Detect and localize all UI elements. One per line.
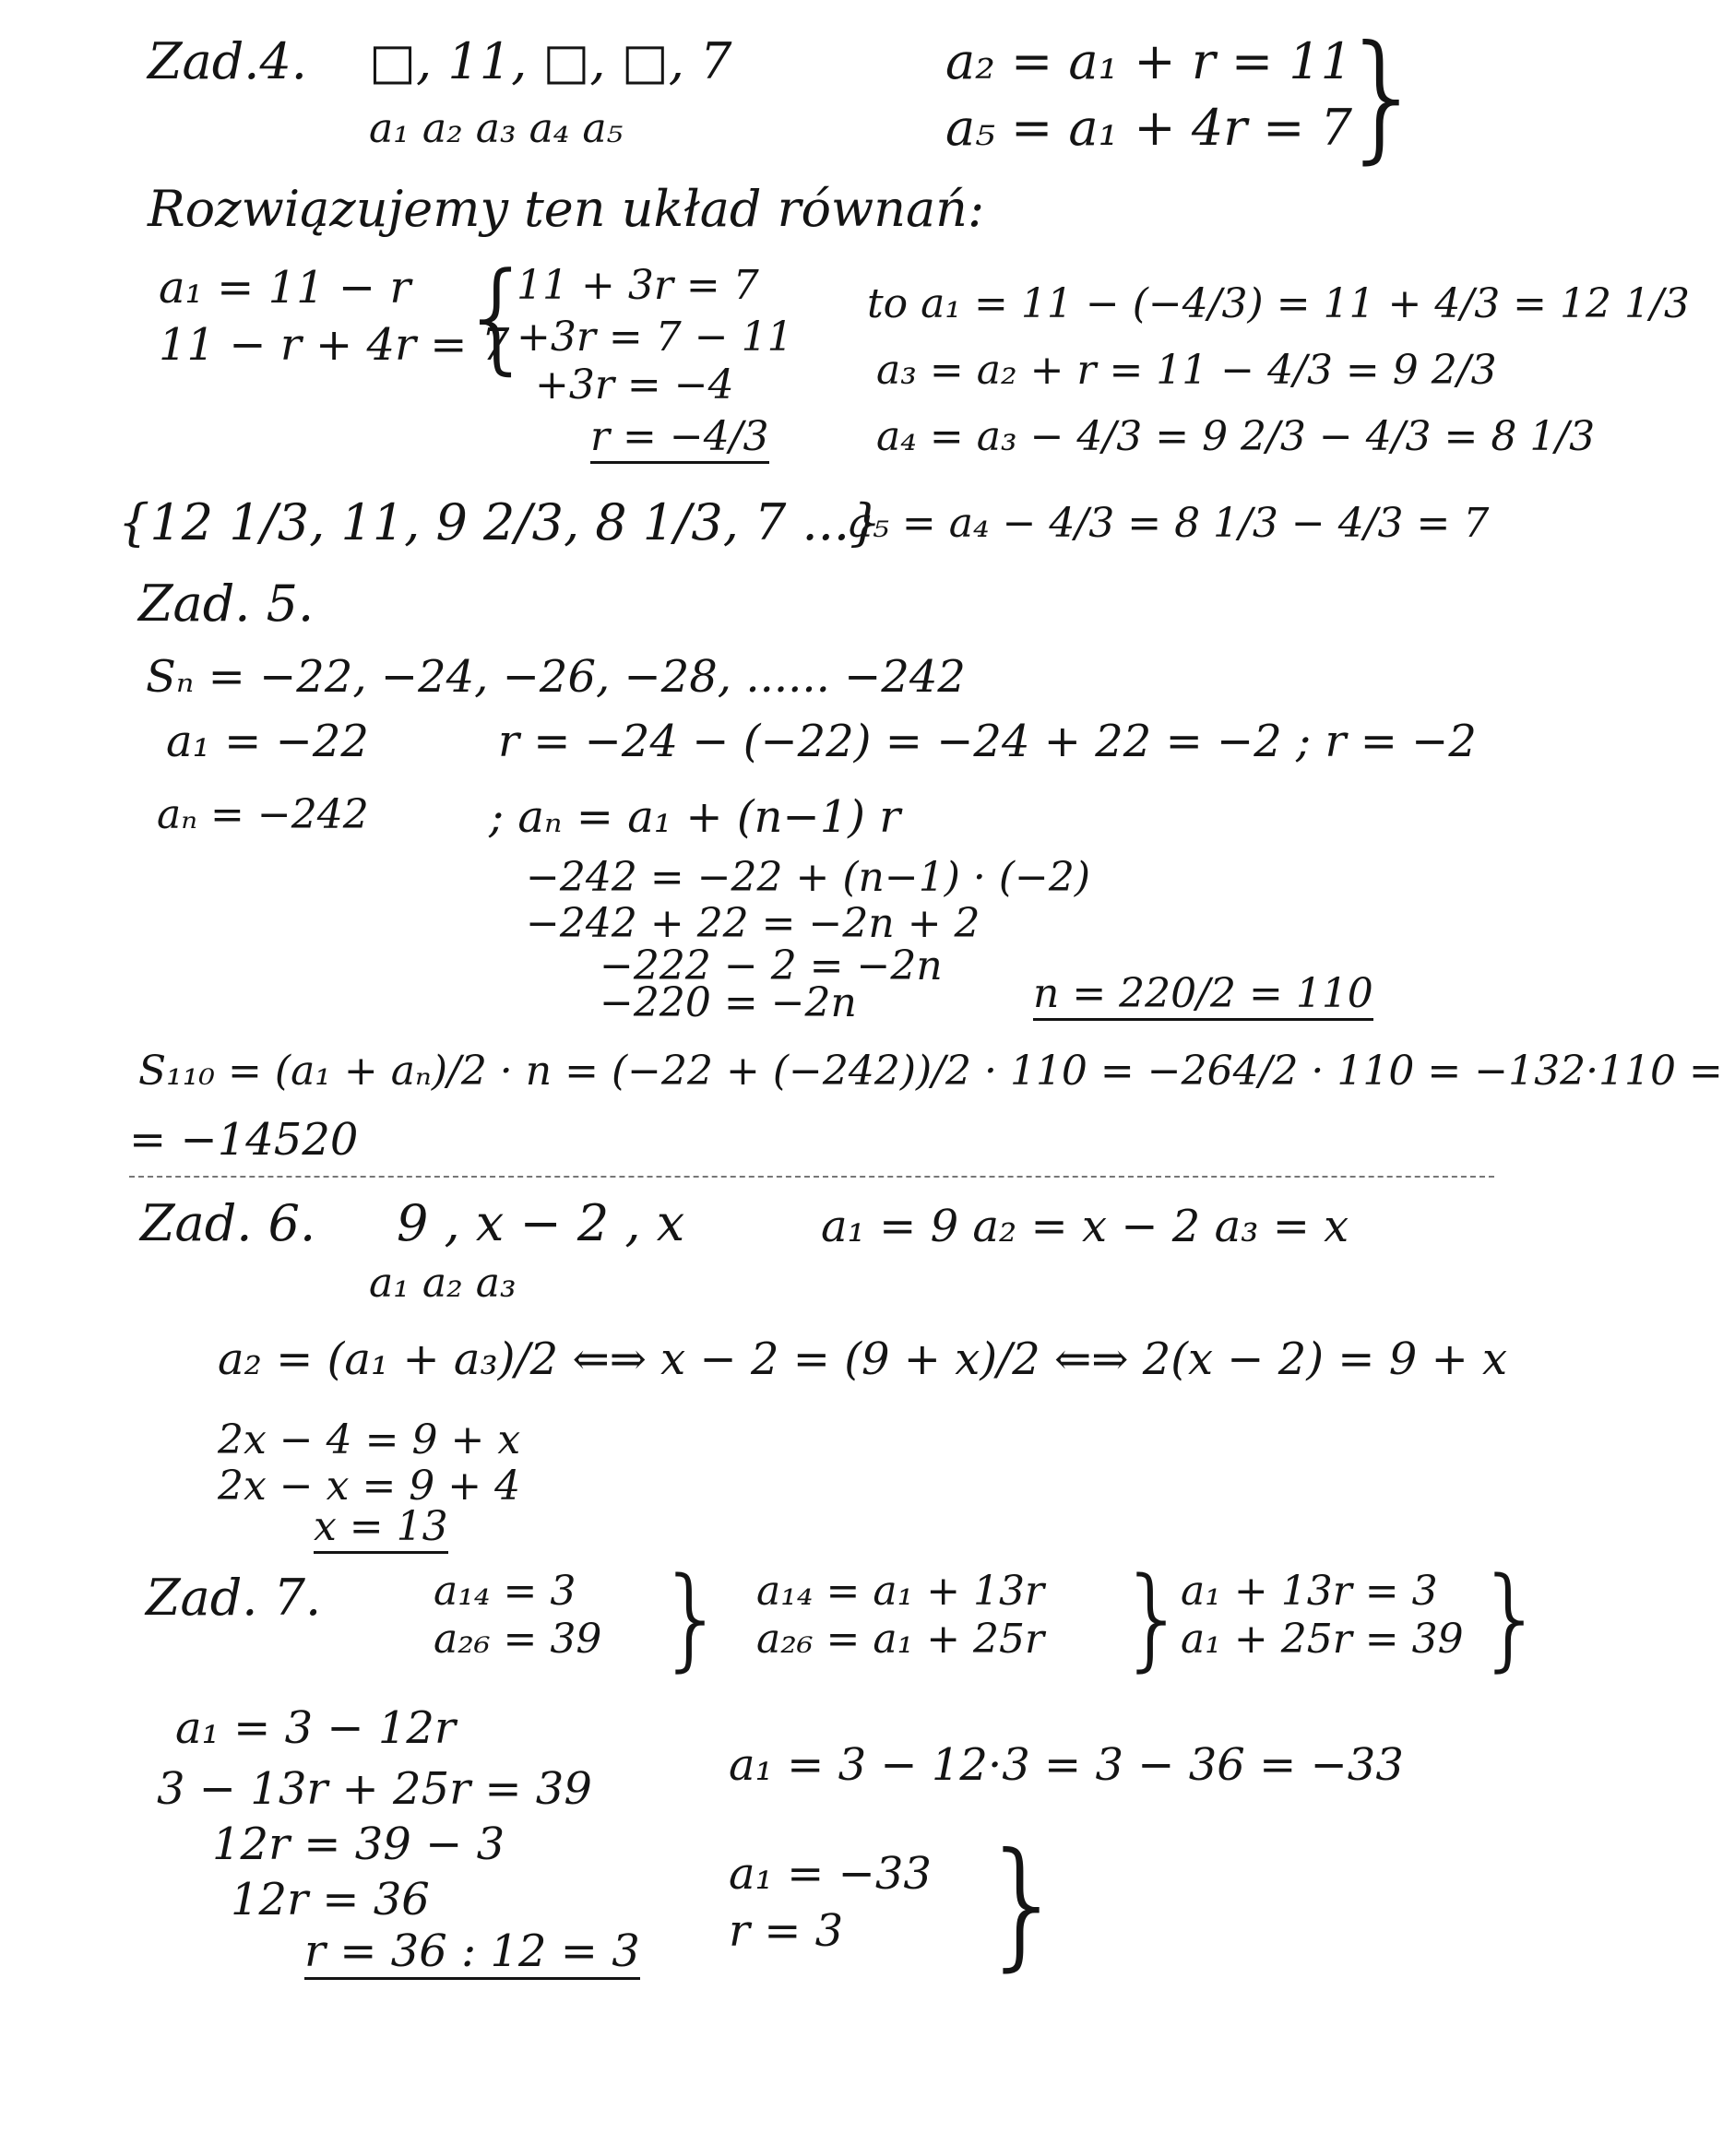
zad6-line2: 2x − x = 9 + 4 [218,1463,521,1510]
zad7-line3: 12r = 39 − 3 [212,1818,505,1870]
zad5-line4: −242 = −22 + (n−1) · (−2) [526,854,1091,901]
zad5-an: aₙ = −242 [157,791,369,838]
zad7-final-r: r = 3 [729,1905,844,1957]
zad7-system1: a₁ + 13r = 3 [1181,1568,1438,1615]
zad6-assignments: a₁ = 9 a₂ = x − 2 a₃ = x [821,1201,1349,1252]
zad4-right-line4: a₅ = a₄ − 4/3 = 8 1/3 − 4/3 = 7 [849,500,1490,547]
zad7-final-brace: } [980,1824,1068,1984]
zad4-term-labels: a₁ a₂ a₃ a₄ a₅ [369,105,624,152]
zad4-solve-text: Rozwiązujemy ten układ równań: [148,180,985,238]
zad4-mid-line2: +3r = 7 − 11 [517,314,793,361]
zad5-a1: a₁ = −22 [166,716,369,767]
zad7-line5: r = 36 : 12 = 3 [304,1929,640,1980]
zad6-title: Zad. 6. [140,1194,316,1252]
zad7-formula-brace: } [1118,1555,1189,1683]
zad5-sum-line: S₁₁₀ = (a₁ + aₙ)/2 · n = (−22 + (−242))/2 · 110 = −264/2 · 110 = −132·110 = [138,1048,1723,1095]
zad7-line1: a₁ = 3 − 12r [175,1702,456,1754]
zad4-system-brace: } [1339,17,1428,177]
zad4-mid-line3: +3r = −4 [535,361,734,409]
zad6-result: x = 13 [314,1507,448,1554]
zad5-title: Zad. 5. [138,575,315,633]
zad5-line5: −242 + 22 = −2n + 2 [526,900,980,947]
zad4-left-brace: { [459,246,536,386]
zad4-sequence: □, 11, □, □, 7 [369,32,732,90]
zad6-mean-equation: a₂ = (a₁ + a₃)/2 ⇐⇒ x − 2 = (9 + x)/2 ⇐⇒ 2(x − 2) = 9 + x [218,1333,1508,1385]
zad7-title: Zad. 7. [146,1569,322,1627]
zad7-system-brace: } [1476,1555,1547,1683]
zad4-title: Zad.4. [148,32,307,90]
zad5-r-calc: r = −24 − (−22) = −24 + 22 = −2 ; r = −2 [498,716,1477,767]
zad5-line6: −222 − 2 = −2n [600,942,943,989]
zad4-system-line1: a₂ = a₁ + r = 11 [945,32,1352,90]
section-divider [129,1176,1494,1178]
zad4-system-line2: a₅ = a₁ + 4r = 7 [945,99,1352,157]
zad7-formula2: a₂₆ = a₁ + 25r [756,1616,1045,1663]
zad4-left-line2: 11 − r + 4r = 7 [159,319,510,371]
zad7-line2: 3 − 13r + 25r = 39 [157,1763,592,1815]
zad4-right-line3: a₄ = a₃ − 4/3 = 9 2/3 − 4/3 = 8 1/3 [876,413,1596,460]
zad7-a1-calc: a₁ = 3 − 12·3 = 3 − 36 = −33 [729,1739,1404,1791]
zad7-given2: a₂₆ = 39 [434,1616,602,1663]
zad4-mid-line1: 11 + 3r = 7 [517,262,759,309]
zad7-given1: a₁₄ = 3 [434,1568,576,1615]
zad7-line4: 12r = 36 [231,1874,430,1925]
zad4-right-line1: to a₁ = 11 − (−4/3) = 11 + 4/3 = 12 1/3 [867,280,1690,327]
zad4-mid-line4: r = −4/3 [590,417,769,464]
zad5-an-formula: ; aₙ = a₁ + (n−1) r [489,791,901,843]
zad4-result-set: {12 1/3, 11, 9 2/3, 8 1/3, 7 ...} [118,493,882,551]
zad6-line1: 2x − 4 = 9 + x [218,1416,521,1463]
zad7-system2: a₁ + 25r = 39 [1181,1616,1464,1663]
zad6-term-labels: a₁ a₂ a₃ [369,1260,517,1307]
zad7-final-a1: a₁ = −33 [729,1848,932,1900]
zad4-right-line2: a₃ = a₂ + r = 11 − 4/3 = 9 2/3 [876,347,1497,394]
zad5-line1: Sₙ = −22, −24, −26, −28, ...... −242 [146,651,966,703]
zad5-line7: −220 = −2n [600,979,857,1026]
zad7-given-brace: } [657,1555,728,1683]
zad5-sum-result: = −14520 [129,1114,359,1166]
zad6-sequence: 9 , x − 2 , x [397,1194,685,1252]
zad5-n-result: n = 220/2 = 110 [1033,974,1373,1021]
zad7-formula1: a₁₄ = a₁ + 13r [756,1568,1045,1615]
zad4-left-line1: a₁ = 11 − r [159,262,411,314]
